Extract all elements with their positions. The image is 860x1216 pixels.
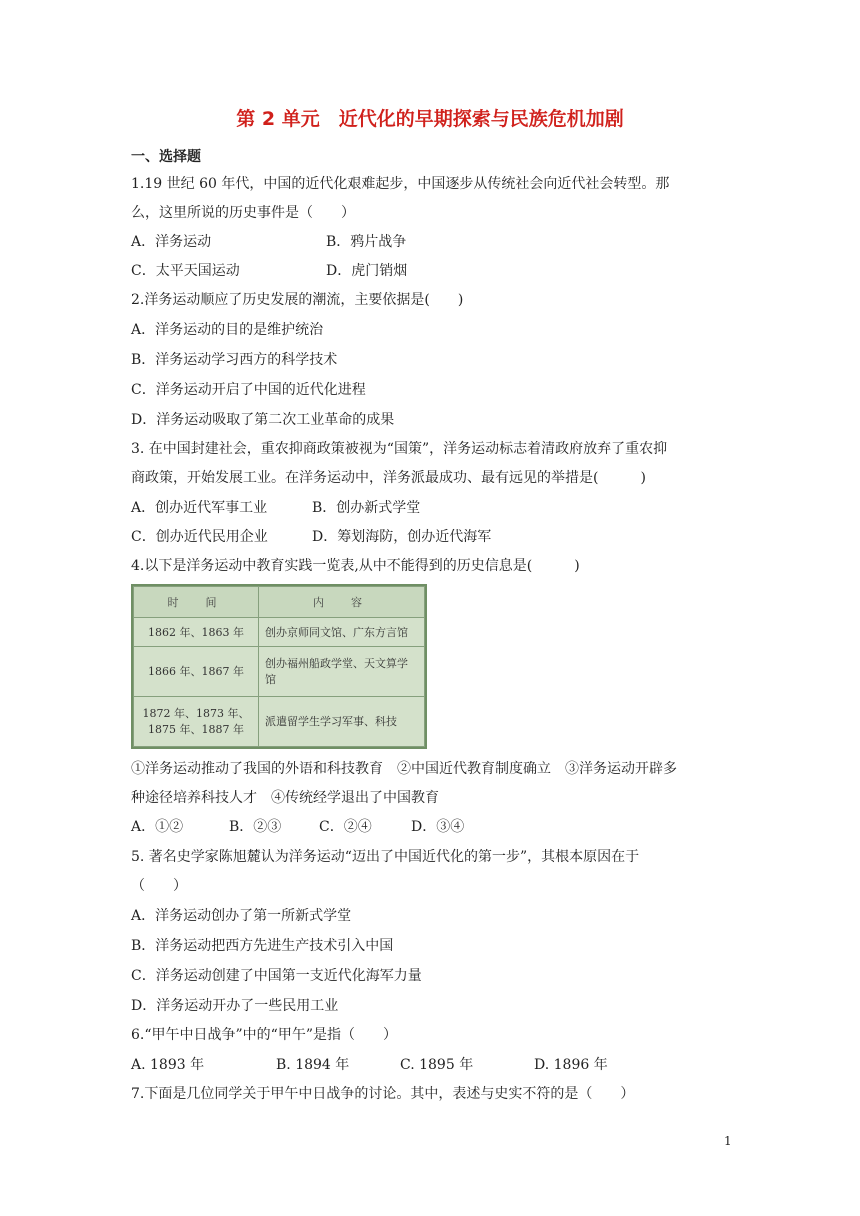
question-1-stem-cont: 么，这里所说的历史事件是（ ） bbox=[131, 205, 355, 221]
table-row bbox=[134, 696, 425, 746]
question-1-stem: 1.19 世纪 60 年代，中国的近代化艰难起步，中国逐步从传统社会向近代社会转型。那 bbox=[131, 176, 670, 192]
q5-option-b: B．洋务运动把西方先进生产技术引入中国 bbox=[131, 938, 394, 954]
question-5-stem: 5. 著名史学家陈旭麓认为洋务运动“迈出了中国近代化的第一步”，其根本原因在于 bbox=[131, 849, 640, 865]
q6-option-a: A. 1893 年 bbox=[131, 1057, 205, 1073]
education-table bbox=[131, 584, 427, 749]
q3-option-a: A．创办近代军事工业 bbox=[131, 500, 268, 516]
q2-option-c: C．洋务运动开启了中国的近代化进程 bbox=[131, 382, 366, 398]
q4-option-b: B．②③ bbox=[229, 819, 282, 835]
q4-statements: ①洋务运动推动了我国的外语和科技教育 ②中国近代教育制度确立 ③洋务运动开辟多 bbox=[131, 761, 677, 777]
q3-option-c: C．创办近代民用企业 bbox=[131, 529, 268, 545]
question-2-stem: 2.洋务运动顺应了历史发展的潮流，主要依据是( ) bbox=[131, 292, 464, 308]
q5-option-c: C．洋务运动创建了中国第一支近代化海军力量 bbox=[131, 968, 422, 984]
question-6-stem: 6.“甲午中日战争”中的“甲午”是指（ ） bbox=[131, 1027, 397, 1043]
q6-option-c: C. 1895 年 bbox=[400, 1057, 474, 1073]
q5-option-d: D．洋务运动开办了一些民用工业 bbox=[131, 998, 339, 1014]
question-7-stem: 7.下面是几位同学关于甲午中日战争的讨论。其中，表述与史实不符的是（ ） bbox=[131, 1086, 635, 1102]
table-header-content: 内 容 bbox=[259, 587, 425, 618]
q1-option-a: A．洋务运动 bbox=[131, 234, 212, 250]
question-5-stem-cont: （ ） bbox=[131, 878, 187, 894]
table-cell-content: 创办京师同文馆、广东方言馆 bbox=[259, 618, 425, 647]
q6-option-d: D. 1896 年 bbox=[534, 1057, 608, 1073]
page-title: 第 2 单元 近代化的早期探索与民族危机加剧 bbox=[236, 108, 624, 130]
table-cell-content: 创办福州船政学堂、天文算学馆 bbox=[259, 646, 425, 696]
question-4-stem: 4.以下是洋务运动中教育实践一览表,从中不能得到的历史信息是( ) bbox=[131, 558, 580, 574]
table-row bbox=[134, 646, 425, 696]
section-heading: 一、选择题 bbox=[131, 149, 201, 165]
q3-option-b: B．创办新式学堂 bbox=[312, 500, 421, 516]
q2-option-d: D．洋务运动吸取了第二次工业革命的成果 bbox=[131, 412, 395, 428]
table-cell-content: 派遣留学生学习军事、科技 bbox=[259, 696, 425, 746]
q2-option-b: B．洋务运动学习西方的科学技术 bbox=[131, 352, 338, 368]
q4-statements-cont: 种途径培养科技人才 ④传统经学退出了中国教育 bbox=[131, 790, 439, 806]
question-3-stem-cont: 商政策，开始发展工业。在洋务运动中，洋务派最成功、最有远见的举措是( ) bbox=[131, 470, 646, 486]
q3-option-d: D．筹划海防，创办近代海军 bbox=[312, 529, 492, 545]
table-header-row bbox=[134, 587, 425, 618]
q4-option-d: D．③④ bbox=[411, 819, 465, 835]
table-cell-time: 1866 年、1867 年 bbox=[134, 646, 259, 696]
table-cell-time: 1872 年、1873 年、1875 年、1887 年 bbox=[134, 696, 259, 746]
q4-option-a: A．①② bbox=[131, 819, 184, 835]
q1-option-b: B．鸦片战争 bbox=[326, 234, 407, 250]
q5-option-a: A．洋务运动创办了第一所新式学堂 bbox=[131, 908, 352, 924]
table-row bbox=[134, 618, 425, 647]
question-3-stem: 3. 在中国封建社会，重农抑商政策被视为“国策”，洋务运动标志着清政府放弃了重农抑 bbox=[131, 441, 668, 457]
table-cell-time: 1862 年、1863 年 bbox=[134, 618, 259, 647]
page-number: 1 bbox=[724, 1134, 732, 1148]
q2-option-a: A．洋务运动的目的是维护统治 bbox=[131, 322, 324, 338]
q4-option-c: C．②④ bbox=[319, 819, 372, 835]
q6-option-b: B. 1894 年 bbox=[276, 1057, 350, 1073]
q1-option-d: D．虎门销烟 bbox=[326, 263, 408, 279]
table-header-time: 时 间 bbox=[134, 587, 259, 618]
q1-option-c: C．太平天国运动 bbox=[131, 263, 240, 279]
